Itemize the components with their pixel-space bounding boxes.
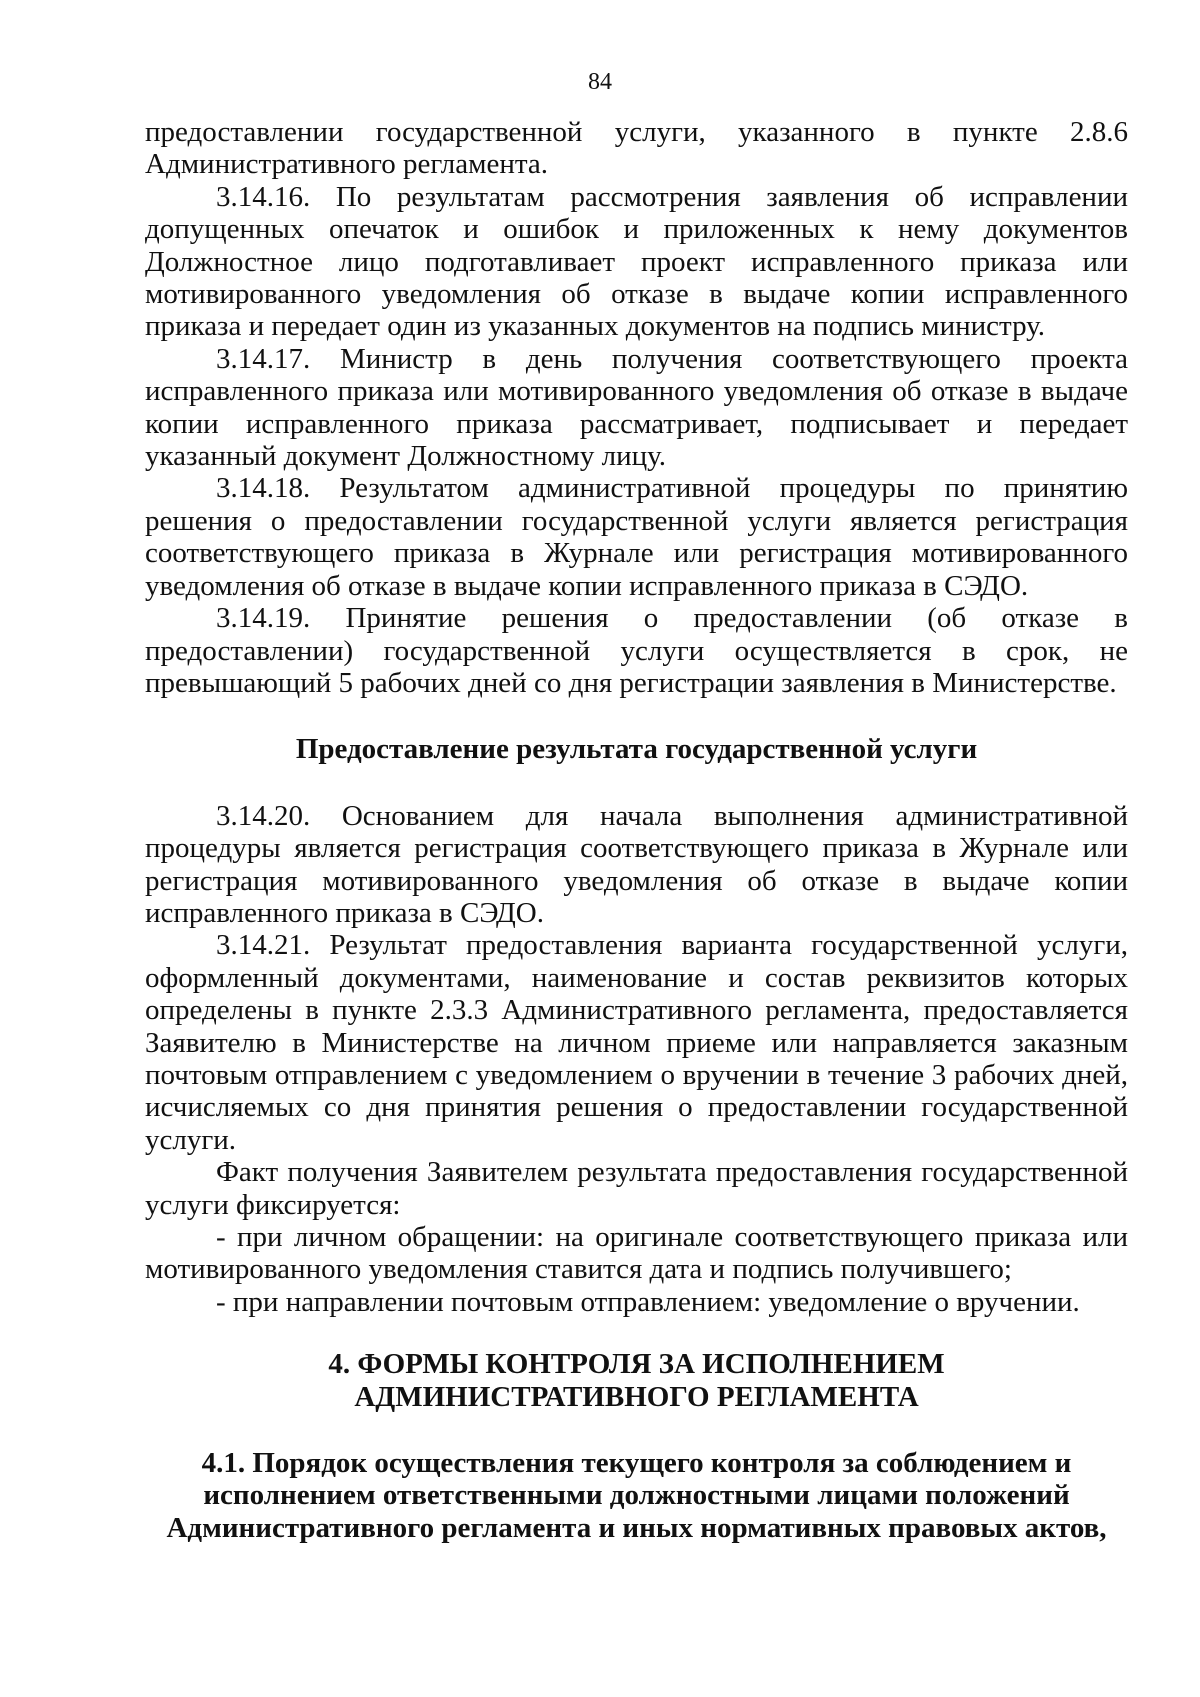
paragraph-3-14-17: 3.14.17. Министр в день получения соответствующего проекта исправленного приказа или мотивированного уведомления об отказе в выдаче копии исправленного приказа рассматривает, подписывает и передает указанный документ Должностному лицу. xyxy=(145,342,1128,473)
paragraph-3-14-20: 3.14.20. Основанием для начала выполнения административной процедуры является регистрация соответствующего приказа в Журнале или регистрация мотивированного уведомления об отказе в выдаче копии исправленного приказа в СЭДО. xyxy=(145,799,1128,929)
section-heading-line: АДМИНИСТРАТИВНОГО РЕГЛАМЕНТА xyxy=(354,1380,919,1413)
paragraph-3-14-21: 3.14.21. Результат предоставления варианта государственной услуги, оформленный документами, наименование и состав реквизитов которых определены в пункте 2.3.3 Административного регламента, предоставляется Заявителю в Министерстве на личном приеме или направляется заказным почтовым отправлением с уведомлением о вручении в течение 3 рабочих дней, исчисляемых со дня принятия решения о предоставлении государственной услуги. xyxy=(145,929,1128,1156)
subsection-heading-line: Административного регламента и иных нормативных правовых актов, xyxy=(166,1511,1107,1544)
subheading-result: Предоставление результата государственной услуги xyxy=(295,733,978,766)
section-heading-line: 4. ФОРМЫ КОНТРОЛЯ ЗА ИСПОЛНЕНИЕМ xyxy=(328,1348,945,1381)
subsection-heading-line: исполнением ответственными должностными лицами положений xyxy=(203,1479,1070,1512)
paragraph-3-14-18: 3.14.18. Результатом административной процедуры по принятию решения о предоставлении государственной услуги является регистрация соответствующего приказа в Журнале или регистрация мотивированного уведомления об отказе в выдаче копии исправленного приказа в СЭДО. xyxy=(145,472,1128,602)
paragraph-3-14-19: 3.14.19. Принятие решения о предоставлении (об отказе в предоставлении) государственной услуги осуществляется в срок, не превышающий 5 рабочих дней со дня регистрации заявления в Министерстве. xyxy=(145,602,1128,699)
subsection-heading-line: 4.1. Порядок осуществления текущего контроля за соблюдением и xyxy=(201,1447,1072,1480)
paragraph-continuation: предоставлении государственной услуги, указанного в пункте 2.8.6 Административного регламента. xyxy=(145,116,1128,181)
list-item-personal: - при личном обращении: на оригинале соответствующего приказа или мотивированного уведомления ставится дата и подпись получившего; xyxy=(145,1221,1128,1286)
paragraph-3-14-16: 3.14.16. По результатам рассмотрения заявления об исправлении допущенных опечаток и ошибок и приложенных к нему документов Должностное лицо подготавливает проект исправленного приказа или мотивированного уведомления об отказе в выдаче копии исправленного приказа и передает один из указанных документов на подпись министру. xyxy=(145,180,1128,343)
subsection-heading xyxy=(145,1447,1128,1544)
list-item-postal: - при направлении почтовым отправлением: уведомление о вручении. xyxy=(216,1285,1080,1318)
section-heading xyxy=(145,1348,1128,1413)
page-number: 84 xyxy=(588,69,612,95)
paragraph-fact-receipt: Факт получения Заявителем результата предоставления государственной услуги фиксируется: xyxy=(145,1156,1128,1221)
page-content xyxy=(145,116,1128,1544)
